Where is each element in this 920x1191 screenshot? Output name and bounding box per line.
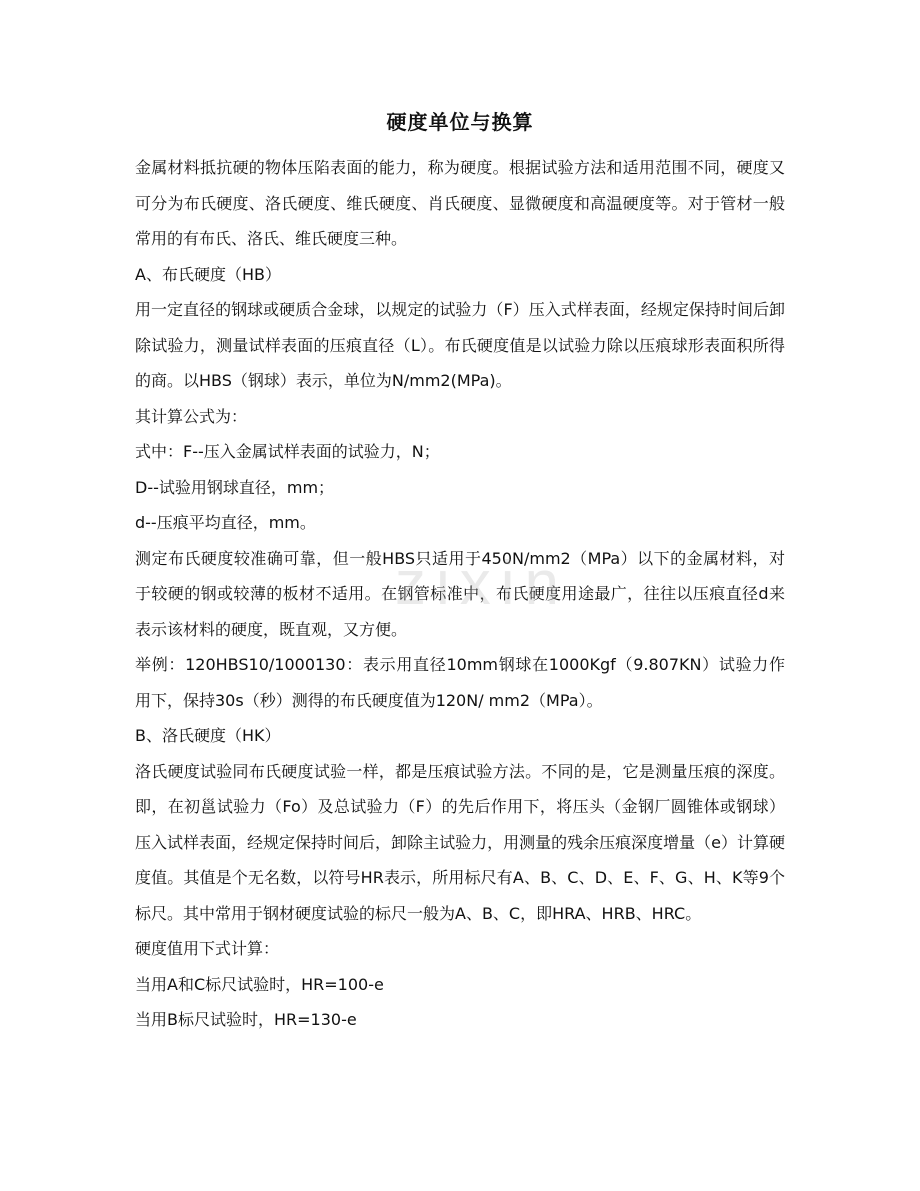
- heading-rockwell: B、洛氏硬度（HK）: [135, 726, 281, 745]
- document-title: 硬度单位与换算: [386, 110, 534, 134]
- paragraph-brinell-usage: 测定布氏硬度较准确可靠，但一般HBS只适用于450N/mm2（MPa）以下的金属材料，对于较硬的钢或较薄的板材不适用。在钢管标准中，布氏硬度用途最广，往往以压痕直径d来表示该材料的硬度，既直观，又方便。: [135, 548, 785, 639]
- paragraph-formula-intro: 其计算公式为：: [135, 406, 248, 426]
- paragraph-formula-d-indent: d--压痕平均直径，mm。: [135, 513, 316, 532]
- paragraph-formula-d-ball: D--试验用钢球直径，mm；: [135, 477, 335, 497]
- paragraph-brinell-method: 用一定直径的钢球或硬质合金球，以规定的试验力（F）压入式样表面，经规定保持时间后卸除试验力，测量试样表面的压痕直径（L）。布氏硬度值是以试验力除以压痕球形表面积所得的商。以HBS（钢球）表示，单位为N/mm2(MPa)。: [135, 300, 785, 390]
- paragraph-rockwell-method: 洛氏硬度试验同布氏硬度试验一样，都是压痕试验方法。不同的是，它是测量压痕的深度。即，在初邕试验力（Fo）及总试验力（F）的先后作用下，将压头（金钢厂圆锥体或钢球）压入试样表面，经规定保持时间后，卸除主试验力，用测量的残余压痕深度增量（e）计算硬度值。其值是个无名数，以符号HR表示，所用标尺有A、B、C、D、E、F、G、H、K等9个标尺。其中常用于钢材硬度试验的标尺一般为A、B、C，即HRA、HRB、HRC。: [135, 761, 785, 923]
- document-body: [135, 150, 785, 1038]
- paragraph-rockwell-formula-intro: 硬度值用下式计算：: [135, 939, 280, 958]
- watermark: zixin: [395, 549, 570, 618]
- paragraph-rockwell-formula-ac: 当用A和C标尺试验时，HR=100-e: [135, 974, 384, 994]
- paragraph-rockwell-formula-b: 当用B标尺试验时，HR=130-e: [135, 1010, 357, 1029]
- paragraph-intro: 金属材料抵抗硬的物体压陷表面的能力，称为硬度。根据试验方法和适用范围不同，硬度又可分为布氏硬度、洛氏硬度、维氏硬度、肖氏硬度、显微硬度和高温硬度等。对于管材一般常用的有布氏、洛氏、维氏硬度三种。: [135, 158, 785, 248]
- heading-brinell: A、布氏硬度（HB）: [135, 264, 281, 284]
- paragraph-brinell-example: 举例：120HBS10/1000130：表示用直径10mm钢球在1000Kgf（9.807KN）试验力作用下，保持30s（秒）测得的布氏硬度值为120N/ mm2（MPa）。: [135, 655, 785, 710]
- paragraph-formula-f: 式中：F--压入金属试样表面的试验力，N；: [135, 442, 440, 461]
